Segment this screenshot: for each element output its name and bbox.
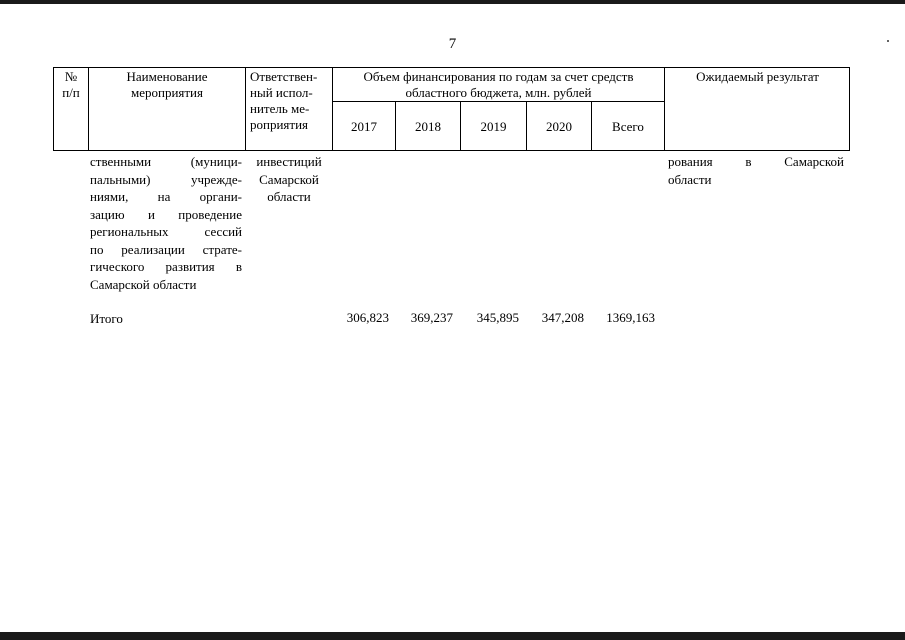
total-sum: 1369,163 bbox=[606, 310, 655, 325]
total-2019: 345,895 bbox=[476, 310, 519, 325]
header-name: Наименование мероприятия bbox=[126, 69, 208, 100]
total-2020: 347,208 bbox=[541, 310, 584, 325]
header-num: № п/п bbox=[62, 69, 80, 100]
total-2017: 306,823 bbox=[346, 310, 389, 325]
continuation-name: ственными (муници- пальными) учрежде- ниями, на органи- зацию и проведение региональных сессий по реализации страте- гического развития в Самарской области bbox=[90, 154, 242, 292]
scan-edge-top bbox=[0, 0, 905, 4]
header-executor: Ответствен- ный испол- нитель ме- роприятия bbox=[250, 69, 318, 132]
header-year-2018: 2018 bbox=[415, 119, 441, 134]
header-year-2017: 2017 bbox=[351, 119, 377, 134]
scan-edge-bottom bbox=[0, 632, 905, 640]
header-total: Всего bbox=[612, 119, 644, 134]
total-label: Итого bbox=[90, 311, 123, 326]
continuation-executor: инвестиций Самарской области bbox=[256, 154, 322, 204]
header-divider bbox=[332, 101, 664, 102]
page-number: 7 bbox=[448, 36, 457, 52]
header-funding: Объем финансирования по годам за счет средств областного бюджета, млн. рублей bbox=[363, 69, 634, 100]
result-line: рования в Самарской bbox=[668, 154, 844, 169]
header-year-2020: 2020 bbox=[546, 119, 572, 134]
continuation-result: рования в Самарской области bbox=[668, 154, 844, 187]
header-result: Ожидаемый результат bbox=[696, 69, 819, 84]
header-year-2019: 2019 bbox=[480, 119, 507, 134]
total-2018: 369,237 bbox=[410, 310, 453, 325]
